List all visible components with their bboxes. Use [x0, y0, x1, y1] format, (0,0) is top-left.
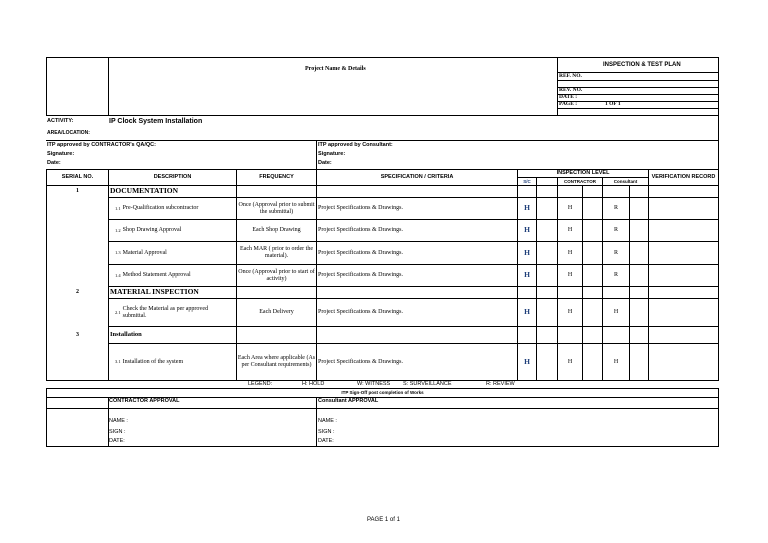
row-number: 2.1	[115, 309, 121, 315]
consultant-approval-title: ITP approved by Consultant:	[318, 142, 393, 148]
row-consultant-level: H	[613, 309, 619, 316]
table-row	[110, 299, 236, 326]
row-sc-level: H	[524, 270, 530, 280]
activity-label: ACTIVITY:	[47, 118, 74, 124]
header-inspection-level: INSPECTION LEVEL	[556, 169, 610, 176]
header-contractor: CONTRACTOR	[564, 178, 596, 184]
activity-value: IP Clock System Installation	[109, 118, 203, 125]
row-consultant-level: R	[613, 272, 618, 279]
row-frequency: Each Area where applicable (As per Consultant requirements)	[237, 355, 316, 368]
legend-hold: H: HOLD	[302, 381, 325, 387]
row-sc-level: H	[524, 203, 530, 213]
contractor-date-label: Date:	[47, 160, 61, 166]
row-frequency: Each MAR ( prior to order the material).	[240, 246, 313, 259]
row-sc-level: H	[524, 307, 530, 317]
section-serial: 2	[76, 289, 79, 296]
header-consultant: Consultant	[613, 178, 638, 184]
row-sc-level: H	[524, 356, 530, 366]
table-row	[110, 220, 236, 241]
consultant-name-label: NAME :	[318, 418, 337, 424]
table-row	[110, 198, 236, 219]
row-description: Pre-Qualification subcontractor	[122, 205, 199, 212]
legend-surveillance: S: SURVEILLANCE	[403, 381, 452, 387]
table-row	[110, 265, 236, 286]
consultant-sign-label: SIGN :	[318, 429, 335, 435]
header-serial: SERIAL NO.	[61, 174, 94, 181]
section-title: DOCUMENTATION	[110, 186, 179, 196]
row-frequency: Each Shop Drawing	[252, 227, 301, 234]
consultant-approval-label: Consultant APPROVAL	[318, 398, 379, 404]
row-consultant-level: R	[613, 205, 618, 212]
row-consultant-level: R	[613, 227, 618, 234]
row-number: 1.1	[115, 205, 121, 211]
row-number: 1.2	[115, 227, 121, 233]
header-spec: SPECIFICATION / CRITERIA	[380, 174, 454, 181]
row-number: 1.3	[115, 250, 121, 256]
section-serial: 3	[76, 331, 79, 338]
row-consultant-level: R	[613, 249, 618, 256]
page-label: PAGE :	[559, 101, 578, 107]
row-sc-level: H	[524, 247, 530, 257]
header-sc: S/C	[523, 178, 531, 184]
legend-label: LEGEND:	[248, 381, 273, 387]
plan-title: INSPECTION & TEST PLAN	[603, 62, 681, 68]
row-consultant-level: H	[613, 358, 619, 365]
row-contractor-level: H	[567, 249, 573, 256]
rev-no-label: REV. NO.	[559, 87, 583, 93]
legend-review: R: REVIEW	[486, 381, 515, 387]
header-verification: VERIFICATION RECORD	[651, 174, 716, 181]
date-label: DATE :	[559, 94, 578, 100]
row-contractor-level: H	[567, 358, 573, 365]
table-row	[110, 344, 236, 380]
row-contractor-level: H	[567, 272, 573, 279]
consultant-date-label: Date:	[318, 160, 332, 166]
legend-witness: W: WITNESS	[357, 381, 391, 387]
header-description: DESCRIPTION	[153, 174, 192, 181]
page-value: 1 OF 1	[605, 101, 621, 107]
row-spec: Project Specifications & Drawings.	[318, 205, 403, 212]
row-spec: Project Specifications & Drawings.	[318, 227, 403, 234]
page-footer: PAGE 1 of 1	[367, 517, 400, 523]
row-description: Material Approval	[122, 249, 167, 256]
row-frequency: Each Delivery	[259, 309, 294, 316]
row-description: Shop Drawing Approval	[122, 227, 182, 234]
contractor-sign-label: SIGN :	[109, 429, 126, 435]
row-frequency: Once (Approval prior to start of activity)	[238, 268, 315, 282]
area-location-label: AREA/LOCATION:	[47, 130, 90, 136]
contractor-signature-label: Signature:	[47, 151, 75, 157]
row-spec: Project Specifications & Drawings.	[318, 249, 403, 256]
contractor-date-signoff-label: DATE:	[109, 438, 125, 444]
ref-no-label: REF. NO.	[559, 73, 582, 79]
section-title: Installation	[110, 331, 142, 339]
consultant-date-signoff-label: DATE:	[318, 438, 334, 444]
row-number: 3.1	[115, 359, 121, 365]
section-serial: 1	[76, 188, 79, 195]
row-description: Method Statement Approval	[122, 272, 191, 279]
contractor-name-label: NAME :	[109, 418, 128, 424]
row-contractor-level: H	[567, 309, 573, 316]
consultant-signature-label: Signature:	[318, 151, 346, 157]
signoff-title: ITP Sign-Off post completion of Works	[341, 390, 424, 396]
row-number: 1.4	[115, 272, 121, 278]
row-contractor-level: H	[567, 227, 573, 234]
row-spec: Project Specifications & Drawings.	[318, 358, 403, 365]
contractor-approval-label: CONTRACTOR APPROVAL	[109, 398, 180, 404]
project-name: Project Name & Details	[305, 66, 366, 72]
row-description: Installation of the system	[122, 358, 184, 365]
row-contractor-level: H	[567, 205, 573, 212]
table-row	[110, 242, 236, 264]
contractor-approval-title: ITP approved by CONTRACTOR's QA/QC:	[47, 142, 156, 148]
header-frequency: FREQUENCY	[259, 174, 294, 181]
row-description: Check the Material as per approved submittal.	[122, 305, 209, 319]
row-frequency: Once (Approval prior to submit the submittal)	[238, 201, 315, 215]
row-spec: Project Specifications & Drawings.	[318, 272, 403, 279]
row-sc-level: H	[524, 225, 530, 235]
section-title: MATERIAL INSPECTION	[110, 287, 199, 297]
row-spec: Project Specifications & Drawings.	[318, 309, 403, 316]
